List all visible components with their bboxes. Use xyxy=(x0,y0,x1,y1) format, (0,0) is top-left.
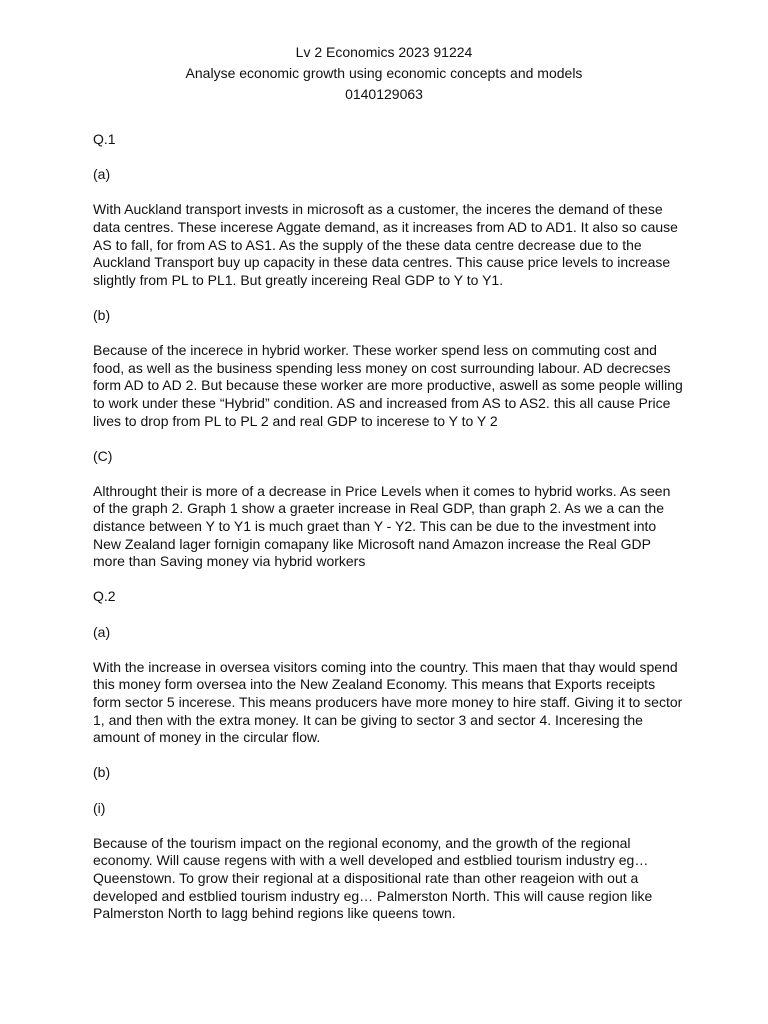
sub-part-label-i: (i) xyxy=(93,799,106,816)
answer-paragraph: With the increase in oversea visitors coming into the country. This maen that thay would spend this money form oversea into the New Zealand Economy. This means that Exports receipts form sector 5 incerese. This means producers have more money to hire staff. Giving it to sector 1, and then with the extra money. It can be giving to sector 3 and sector 4. Inceresing the amount of money in the circular flow. xyxy=(93,658,683,746)
answer-paragraph: Because of the tourism impact on the regional economy, and the growth of the regional economy. Will cause regens with with a well developed and estblied tourism industry eg… Queenstown. To grow their regional at a dispositional rate than other reageion with out a developed and estblied tourism industry eg… Palmerston North. This will cause region like Palmerston North to lagg behind regions like queens town. xyxy=(93,834,653,922)
part-label-a: (a) xyxy=(93,166,111,183)
part-label-a: (a) xyxy=(93,623,111,640)
answer-paragraph: Because of the incerece in hybrid worker. These worker spend less on commuting cost and food, as well as the business spending less money on cost surrounding labour. AD decrecses form AD to AD 2. But because these worker are more productive, aswell as some people willing to work under these “Hybrid” condition. AS and increased from AS to AS2. this all cause Price lives to drop from PL to PL 2 and real GDP to incerese to Y to Y 2 xyxy=(93,342,683,429)
part-label-b: (b) xyxy=(93,306,111,323)
header-subtitle: Analyse economic growth using economic concepts and models xyxy=(185,65,583,81)
answer-paragraph: Althrought their is more of a decrease in Price Levels when it comes to hybrid works. As seen of the graph 2. Graph 1 show a graeter increase in Real GDP, than graph 2. As we a can the distance between Y to Y1 is much graet than Y - Y2. This can be due to the investment into New Zealand lager fornigin comapany like Microsoft nand Amazon increase the Real GDP more than Saving money via hybrid workers xyxy=(93,482,671,570)
part-label-b: (b) xyxy=(93,764,111,781)
question-heading-q2: Q.2 xyxy=(93,588,116,605)
header-student-id: 0140129063 xyxy=(345,86,423,102)
question-heading-q1: Q.1 xyxy=(93,131,116,147)
header-title: Lv 2 Economics 2023 91224 xyxy=(295,44,473,60)
part-label-c: (C) xyxy=(93,447,113,464)
document-body xyxy=(93,131,683,940)
document-header xyxy=(0,42,768,105)
answer-paragraph: With Auckland transport invests in microsoft as a customer, the inceres the demand of these data centres. These incerese Aggate demand, as it increases from AD to AD1. It also so cause AS to fall, for from AS to AS1. As the supply of the these data centre decrease due to the Auckland Transport buy up capacity in these data centres. This cause price levels to increase slightly from PL to PL1. But greatly incereing Real GDP to Y to Y1. xyxy=(93,201,678,288)
